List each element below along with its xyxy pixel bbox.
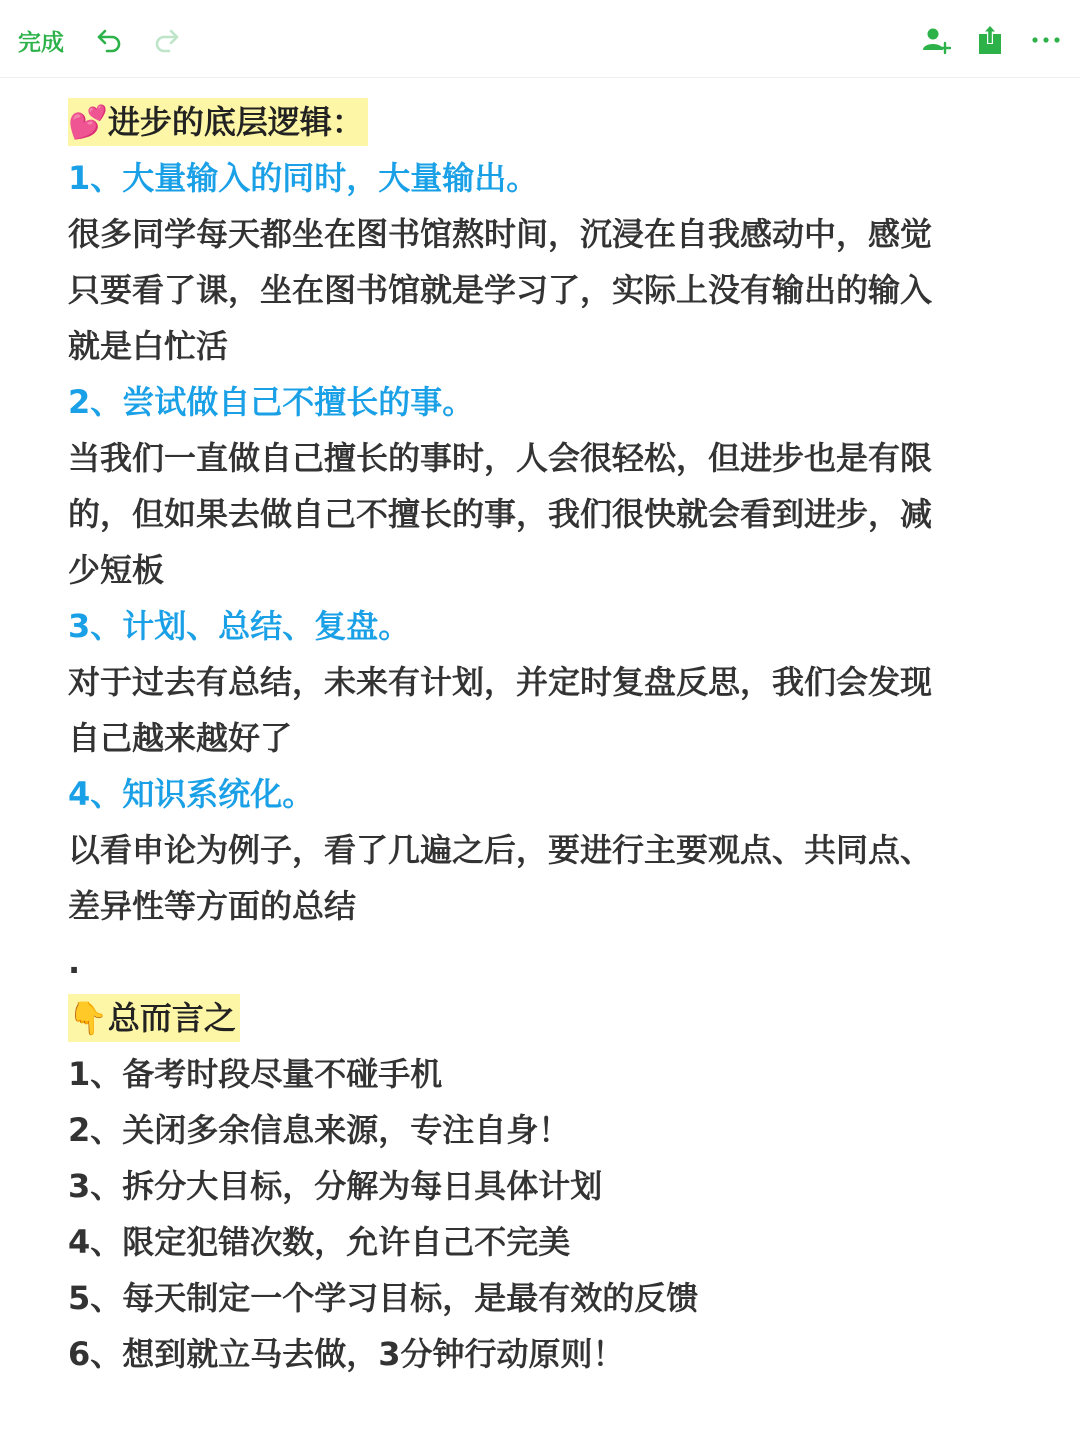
section-heading-text: 进步的底层逻辑：	[107, 103, 364, 141]
summary-item: 5、每天制定一个学习目标，是最有效的反馈	[68, 1279, 699, 1317]
section-heading	[68, 990, 1018, 1046]
item-title: 3、计划、总结、复盘。	[68, 607, 411, 645]
item-text: 自己越来越好了	[68, 719, 293, 757]
two-hearts-icon: 💕	[68, 103, 108, 141]
item-text: 当我们一直做自己擅长的事时，人会很轻松，但进步也是有限	[68, 439, 933, 477]
item-text: 对于过去有总结，未来有计划，并定时复盘反思，我们会发现	[68, 663, 933, 701]
summary-item: 4、限定犯错次数，允许自己不完美	[68, 1223, 571, 1261]
share-export-icon	[976, 22, 1004, 56]
separator-dot: .	[68, 943, 81, 981]
undo-button[interactable]	[92, 20, 128, 60]
more-options-button[interactable]	[1026, 20, 1066, 60]
item-text: 只要看了课，坐在图书馆就是学习了，实际上没有输出的输入	[68, 271, 933, 309]
summary-item: 2、关闭多余信息来源，专注自身！	[68, 1111, 571, 1149]
item-text: 以看申论为例子，看了几遍之后，要进行主要观点、共同点、	[68, 831, 933, 869]
item-text: 差异性等方面的总结	[68, 887, 357, 925]
item-text: 就是白忙活	[68, 327, 229, 365]
summary-item: 3、拆分大目标，分解为每日具体计划	[68, 1167, 603, 1205]
share-with-user-button[interactable]	[918, 20, 954, 60]
note-content[interactable]	[68, 94, 1018, 1382]
redo-button[interactable]	[148, 20, 184, 60]
item-title: 2、尝试做自己不擅长的事。	[68, 383, 475, 421]
item-text: 很多同学每天都坐在图书馆熬时间，沉浸在自我感动中，感觉	[68, 215, 933, 253]
editor-toolbar	[0, 0, 1080, 78]
item-title: 1、大量输入的同时，大量输出。	[68, 159, 539, 197]
more-dots-icon	[1031, 35, 1061, 45]
item-title: 4、知识系统化。	[68, 775, 315, 813]
add-user-icon	[921, 25, 951, 55]
item-text: 的，但如果去做自己不擅长的事，我们很快就会看到进步，减	[68, 495, 933, 533]
export-share-button[interactable]	[972, 18, 1008, 60]
redo-icon	[151, 25, 181, 55]
pointing-down-icon: 👇	[68, 999, 108, 1037]
summary-item: 6、想到就立马去做，3分钟行动原则！	[68, 1335, 625, 1373]
undo-icon	[95, 25, 125, 55]
done-button[interactable]: 完成	[18, 29, 64, 56]
section-heading	[68, 94, 1018, 150]
item-text: 少短板	[68, 551, 165, 589]
summary-item: 1、备考时段尽量不碰手机	[68, 1055, 443, 1093]
section-heading-text: 总而言之	[107, 999, 236, 1037]
